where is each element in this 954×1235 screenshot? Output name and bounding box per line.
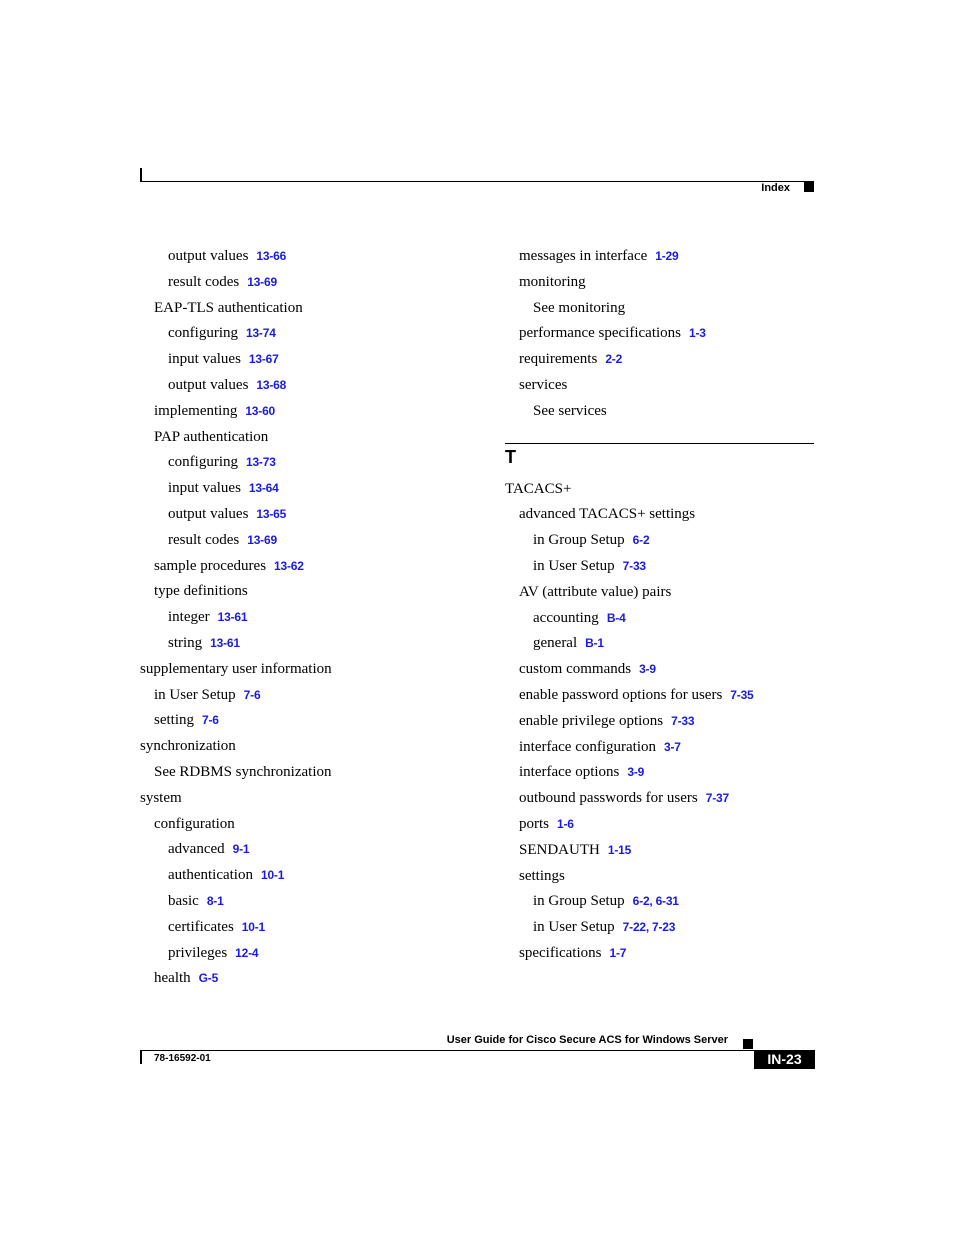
index-term: in User Setup bbox=[533, 557, 615, 574]
index-term: EAP-TLS authentication bbox=[154, 299, 303, 316]
index-term: in Group Setup bbox=[533, 532, 625, 549]
index-entry bbox=[505, 580, 815, 606]
index-entry bbox=[505, 606, 815, 632]
page-reference-link[interactable]: 2-2 bbox=[605, 352, 623, 367]
index-term: settings bbox=[519, 867, 565, 884]
page-reference-link[interactable]: 7-33 bbox=[671, 713, 695, 728]
page-reference-link[interactable]: 1-15 bbox=[607, 842, 632, 857]
index-entry bbox=[505, 864, 815, 890]
index-term: integer bbox=[168, 609, 210, 626]
index-entry bbox=[505, 812, 815, 838]
index-group-t bbox=[505, 477, 815, 967]
index-group-s-continued bbox=[505, 244, 815, 425]
index-entry bbox=[140, 915, 485, 941]
page-reference-link[interactable]: 7-6 bbox=[202, 713, 219, 728]
page-reference-link[interactable]: 7-35 bbox=[730, 687, 754, 702]
index-entry bbox=[505, 709, 815, 735]
index-entry bbox=[140, 966, 485, 992]
page-reference-link[interactable]: 7-33 bbox=[622, 558, 646, 573]
footer-book-title: User Guide for Cisco Secure ACS for Windows Server bbox=[446, 1034, 728, 1046]
footer-rule bbox=[140, 1050, 754, 1051]
index-term: services bbox=[519, 376, 568, 393]
index-column-right bbox=[505, 244, 815, 967]
page-reference-link[interactable]: 1-29 bbox=[655, 249, 679, 263]
footer-tick bbox=[140, 1050, 142, 1064]
index-entry bbox=[505, 477, 815, 503]
index-term: SENDAUTH bbox=[519, 841, 600, 858]
page-reference-link[interactable]: 13-62 bbox=[274, 558, 304, 573]
index-term: input values bbox=[168, 351, 241, 368]
index-entry bbox=[140, 270, 485, 296]
index-term: enable password options for users bbox=[519, 686, 723, 703]
index-term: health bbox=[154, 970, 191, 987]
header-tick bbox=[140, 168, 142, 182]
index-entry bbox=[505, 554, 815, 580]
index-entry bbox=[505, 683, 815, 709]
index-entry bbox=[140, 605, 485, 631]
index-entry bbox=[140, 941, 485, 967]
page-reference-link[interactable]: 8-1 bbox=[206, 893, 224, 908]
index-term: AV (attribute value) pairs bbox=[519, 583, 672, 600]
index-term: in User Setup bbox=[533, 919, 615, 936]
section-heading bbox=[505, 425, 815, 477]
footer-square-marker bbox=[743, 1039, 753, 1049]
index-entry bbox=[140, 373, 485, 399]
index-term: ports bbox=[519, 815, 549, 832]
index-entry bbox=[140, 657, 485, 683]
index-term: accounting bbox=[533, 609, 599, 626]
footer-doc-number: 78-16592-01 bbox=[154, 1053, 211, 1064]
index-term: general bbox=[533, 635, 578, 652]
page-reference-link[interactable]: 12-4 bbox=[235, 945, 259, 960]
page-reference-link[interactable]: 3-9 bbox=[639, 662, 656, 677]
page-reference-link[interactable]: 13-73 bbox=[245, 455, 276, 470]
index-entry bbox=[140, 631, 485, 657]
index-term: monitoring bbox=[519, 273, 586, 290]
page-reference-link[interactable]: 13-74 bbox=[245, 326, 276, 341]
page-reference-link[interactable]: 13-61 bbox=[217, 610, 248, 625]
page-reference-link[interactable]: 1-3 bbox=[689, 326, 706, 341]
index-term: advanced bbox=[168, 841, 225, 858]
page-reference-link[interactable]: 3-9 bbox=[627, 765, 645, 780]
index-term: setting bbox=[154, 712, 194, 729]
index-entry bbox=[140, 734, 485, 760]
footer-page-number: IN-23 bbox=[754, 1050, 815, 1069]
index-entry bbox=[140, 812, 485, 838]
index-entry bbox=[505, 631, 815, 657]
index-term: specifications bbox=[519, 944, 602, 961]
index-entry bbox=[140, 321, 485, 347]
index-entry bbox=[140, 502, 485, 528]
page-reference-link[interactable]: B-1 bbox=[585, 636, 604, 651]
index-entry bbox=[505, 270, 815, 296]
index-term: system bbox=[140, 789, 182, 806]
index-term: type definitions bbox=[154, 583, 248, 600]
index-term: interface configuration bbox=[519, 738, 657, 755]
index-term: outbound passwords for users bbox=[519, 790, 698, 807]
index-column-left bbox=[140, 244, 485, 992]
index-entry bbox=[140, 347, 485, 373]
index-term: string bbox=[168, 634, 203, 651]
index-entry bbox=[140, 554, 485, 580]
index-term: configuring bbox=[168, 325, 238, 342]
page-reference-link[interactable]: 6-31 bbox=[655, 894, 679, 909]
header-square-marker bbox=[804, 182, 814, 192]
index-term: configuring bbox=[168, 454, 238, 471]
section-letter: T bbox=[505, 446, 516, 467]
index-term: output values bbox=[168, 505, 249, 522]
page-reference-link[interactable]: 13-64 bbox=[248, 481, 279, 496]
page-reference-link[interactable]: 13-65 bbox=[256, 506, 287, 521]
page-reference-link[interactable]: 9-1 bbox=[232, 842, 250, 857]
index-entry bbox=[505, 915, 815, 941]
index-entry bbox=[505, 321, 815, 347]
index-term: enable privilege options bbox=[519, 712, 664, 729]
index-entry bbox=[505, 528, 815, 554]
page-reference-link[interactable]: 7-22 bbox=[622, 920, 646, 935]
index-term: PAP authentication bbox=[154, 428, 269, 445]
index-term: privileges bbox=[168, 944, 228, 961]
index-term: authentication bbox=[168, 867, 253, 884]
index-entry bbox=[505, 296, 815, 322]
index-term: advanced TACACS+ settings bbox=[519, 506, 696, 523]
page-reference-link[interactable]: 13-69 bbox=[247, 532, 277, 547]
index-entry bbox=[140, 579, 485, 605]
index-entry bbox=[140, 837, 485, 863]
index-term: basic bbox=[168, 892, 199, 909]
index-entry bbox=[505, 347, 815, 373]
index-entry bbox=[140, 528, 485, 554]
page-reference-link[interactable]: 1-6 bbox=[557, 816, 574, 831]
index-entry bbox=[505, 502, 815, 528]
index-term: TACACS+ bbox=[505, 480, 572, 497]
index-entry bbox=[140, 476, 485, 502]
index-term: interface options bbox=[519, 764, 620, 781]
page-reference-link[interactable]: 7-6 bbox=[243, 687, 261, 702]
index-term: requirements bbox=[519, 351, 598, 368]
index-term: See services bbox=[533, 402, 607, 419]
index-term: configuration bbox=[154, 815, 235, 832]
index-entry bbox=[140, 450, 485, 476]
index-entry bbox=[140, 708, 485, 734]
index-term: See RDBMS synchronization bbox=[154, 763, 332, 780]
section-rule bbox=[505, 443, 814, 444]
header-section-label: Index bbox=[761, 182, 790, 194]
index-entry bbox=[505, 838, 815, 864]
index-entry bbox=[140, 425, 485, 451]
reference-separator: , bbox=[649, 894, 653, 909]
page-reference-link[interactable]: G-5 bbox=[198, 971, 219, 986]
index-entry bbox=[505, 244, 815, 270]
index-entry bbox=[505, 399, 815, 425]
index-entry bbox=[140, 786, 485, 812]
index-entry bbox=[505, 760, 815, 786]
reference-separator: , bbox=[645, 920, 650, 935]
index-term: performance specifications bbox=[519, 325, 682, 342]
index-term: supplementary user information bbox=[140, 660, 332, 677]
page-reference-link[interactable]: 6-2 bbox=[632, 533, 650, 548]
index-term: synchronization bbox=[140, 738, 236, 755]
page-reference-link[interactable]: 10-1 bbox=[241, 919, 266, 934]
page-reference-link[interactable]: 3-7 bbox=[664, 739, 681, 754]
index-term: implementing bbox=[154, 402, 238, 419]
page-reference-link[interactable]: 10-1 bbox=[260, 868, 285, 883]
index-term: result codes bbox=[168, 531, 240, 548]
page-reference-link[interactable]: 6-2 bbox=[632, 894, 650, 909]
index-entry bbox=[140, 399, 485, 425]
index-entry bbox=[505, 941, 815, 967]
index-term: input values bbox=[168, 480, 241, 497]
index-entry bbox=[140, 244, 485, 270]
index-term: sample procedures bbox=[154, 557, 267, 574]
page-reference-link[interactable]: B-4 bbox=[606, 610, 626, 625]
index-entry bbox=[140, 683, 485, 709]
index-entry bbox=[505, 657, 815, 683]
index-entry bbox=[505, 889, 815, 915]
index-term: output values bbox=[168, 248, 249, 264]
index-term: messages in interface bbox=[519, 248, 648, 264]
page-reference-link[interactable]: 13-60 bbox=[245, 403, 276, 418]
page-reference-link[interactable]: 13-61 bbox=[210, 635, 240, 650]
page-reference-link[interactable]: 13-68 bbox=[256, 377, 287, 392]
page-reference-link[interactable]: 13-66 bbox=[256, 249, 287, 263]
index-term: certificates bbox=[168, 918, 234, 935]
index-entry bbox=[140, 296, 485, 322]
index-term: custom commands bbox=[519, 661, 632, 678]
page-reference-link[interactable]: 7-37 bbox=[705, 791, 729, 806]
page-reference-link[interactable]: 7-23 bbox=[652, 920, 676, 935]
index-entry bbox=[505, 786, 815, 812]
page-reference-link[interactable]: 13-67 bbox=[248, 352, 279, 367]
index-term: result codes bbox=[168, 273, 240, 290]
page-reference-link[interactable]: 1-7 bbox=[609, 945, 627, 960]
index-entry bbox=[140, 760, 485, 786]
index-term: See monitoring bbox=[533, 299, 626, 316]
index-entry bbox=[140, 863, 485, 889]
index-term: in User Setup bbox=[154, 686, 236, 703]
index-term: in Group Setup bbox=[533, 893, 625, 910]
page-reference-link[interactable]: 13-69 bbox=[247, 274, 277, 289]
index-entry bbox=[505, 735, 815, 761]
index-entry bbox=[505, 373, 815, 399]
index-term: output values bbox=[168, 376, 249, 393]
index-entry bbox=[140, 889, 485, 915]
